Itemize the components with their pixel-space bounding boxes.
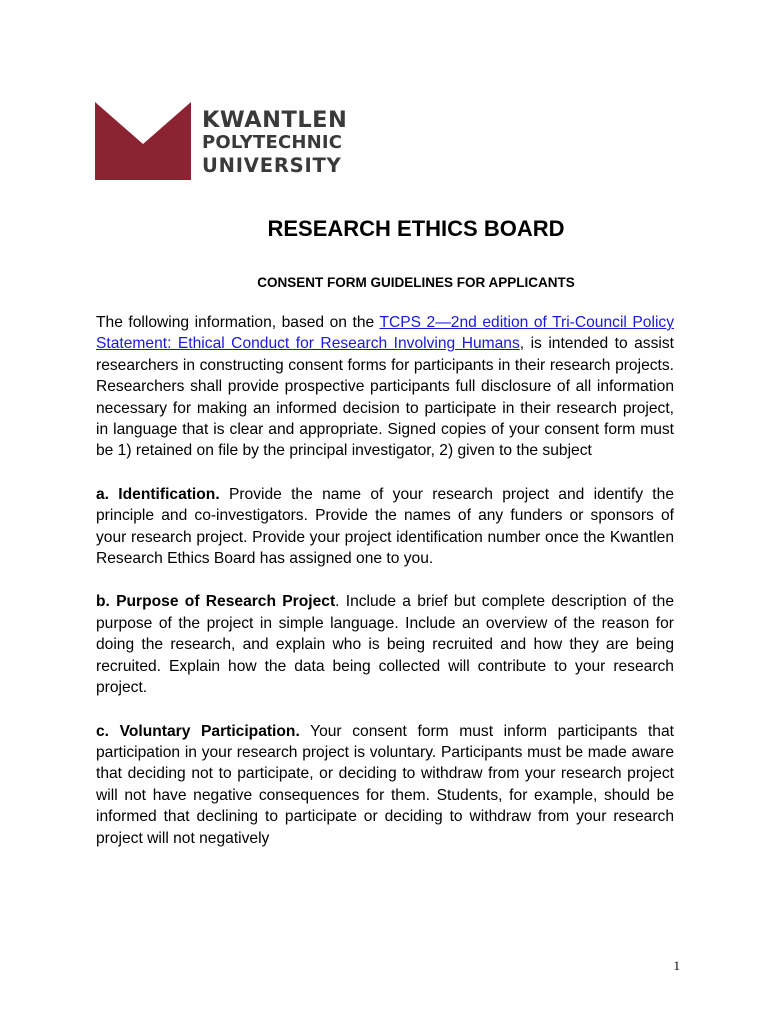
page-title: RESEARCH ETHICS BOARD	[267, 216, 565, 241]
section-text: . Include a brief but complete description of the purpose of the project in simple language. Include an overview of the reason for doing the research, and explain who is being recruited and how they are being recruited. Explain how the data being collected will contribute to your research project.	[96, 593, 674, 697]
page-subtitle: CONSENT FORM GUIDELINES FOR APPLICANTS	[257, 275, 575, 290]
section-heading: b. Purpose of Research Project	[96, 593, 336, 611]
section-purpose	[96, 591, 674, 698]
section-heading: c. Voluntary Participation.	[96, 722, 300, 740]
section-heading: a. Identification.	[96, 485, 220, 503]
intro-text-before-link: The following information, based on the	[96, 314, 380, 331]
logo-wordmark	[202, 109, 347, 178]
kpu-logo-mark-icon	[95, 100, 195, 182]
university-logo	[95, 100, 365, 182]
logo-line-kwantlen: KWANTLEN	[202, 107, 348, 133]
section-voluntary-participation	[96, 721, 674, 849]
logo-line-university: UNIVERSITY	[202, 154, 342, 177]
section-text: Your consent form must inform participants that participation in your research project is voluntary. Participants must be made aware that deciding not to participate, or deciding to withdraw from your research project will not have negative consequences for them. Students, for example, should be informed that declining to participate or deciding to withdraw from your research project will not negatively	[96, 722, 674, 847]
section-text: Provide the name of your research project and identify the principle and co-investigators. Provide the names of any funders or sponsors of your research project. Provide your project identification number once the Kwantlen Research Ethics Board has assigned one to you.	[96, 485, 674, 568]
section-identification	[96, 484, 674, 570]
document-body	[96, 312, 674, 871]
logo-line-polytechnic: POLYTECHNIC	[202, 132, 343, 153]
intro-text-after-link: , is intended to assist researchers in constructing consent forms for participants in their research projects. Researchers shall provide prospective participants full disclosure of all information necessary for making an informed decision to participate in their research project, in language that is clear and appropriate. Signed copies of your consent form must be 1) retained on file by the principal investigator, 2) given to the subject	[96, 335, 674, 460]
tcps-policy-link[interactable]: TCPS 2—2nd edition of Tri-Council Policy Statement: Ethical Conduct for Research Involving Humans	[96, 314, 675, 353]
page-number: 1	[673, 958, 680, 973]
logo-mark-shape	[95, 102, 191, 180]
intro-paragraph	[96, 312, 674, 462]
